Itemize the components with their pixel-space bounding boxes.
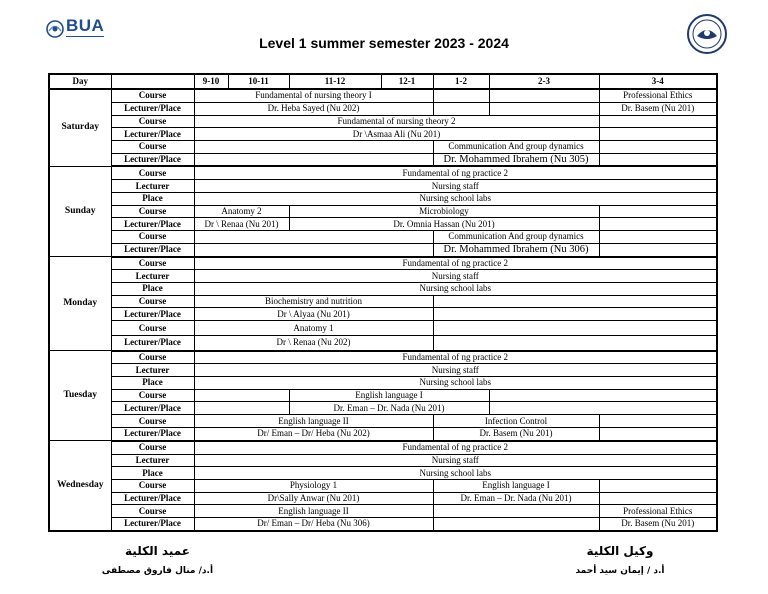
- row-label: Lecturer/Place: [111, 336, 194, 351]
- table-row: [49, 402, 717, 415]
- cell-lecturer: Nursing staff: [194, 270, 717, 283]
- row-label: Lecturer/Place: [111, 153, 194, 166]
- row-label: Lecturer/Place: [111, 427, 194, 440]
- day-sunday: Sunday: [49, 166, 111, 256]
- day-saturday: Saturday: [49, 89, 111, 166]
- cell-lecturer: Dr. Omnia Hassan (Nu 201): [289, 218, 599, 231]
- cell-empty: [489, 102, 599, 115]
- row-label: Course: [111, 257, 194, 270]
- row-label: Course: [111, 441, 194, 454]
- cell-empty: [599, 492, 717, 505]
- row-label: Lecturer/Place: [111, 402, 194, 415]
- table-row: [49, 441, 717, 454]
- row-label: Course: [111, 205, 194, 218]
- cell-empty: [433, 505, 599, 518]
- table-row: [49, 308, 717, 321]
- table-row: [49, 389, 717, 402]
- cell-course: Fundamental of ng practice 2: [194, 166, 717, 179]
- bua-logo-text: BUA: [66, 16, 105, 35]
- row-label: Lecturer: [111, 270, 194, 283]
- row-label: Place: [111, 377, 194, 390]
- cell-empty: [599, 218, 717, 231]
- row-label: Lecturer: [111, 180, 194, 193]
- header-slot: 3-4: [599, 74, 717, 89]
- cell-place: Nursing school labs: [194, 192, 717, 205]
- table-row: [49, 454, 717, 467]
- cell-course: Anatomy 2: [194, 205, 289, 218]
- table-row: [49, 295, 717, 308]
- cell-place: Nursing school labs: [194, 377, 717, 390]
- cell-empty: [433, 321, 717, 336]
- row-label: Lecturer/Place: [111, 102, 194, 115]
- row-label: Course: [111, 166, 194, 179]
- cell-empty: [433, 517, 599, 531]
- table-row: [49, 192, 717, 205]
- cell-lecturer: Dr. Eman – Dr. Nada (Nu 201): [433, 492, 599, 505]
- table-row: [49, 321, 717, 336]
- cell-course: Professional Ethics: [599, 505, 717, 518]
- cell-lecturer: Dr. Mohammed Ibrahem (Nu 305): [433, 153, 599, 166]
- cell-course: Fundamental of nursing theory 2: [194, 115, 599, 128]
- table-row: [49, 270, 717, 283]
- cell-lecturer: Dr/ Eman – Dr/ Heba (Nu 202): [194, 427, 433, 440]
- header-slot: 12-1: [381, 74, 433, 89]
- cell-empty: [194, 230, 433, 243]
- row-label: Lecturer/Place: [111, 243, 194, 256]
- cell-lecturer: Dr \ Renaa (Nu 202): [194, 336, 433, 351]
- table-row: [49, 89, 717, 102]
- cell-lecturer: Dr. Mohammed Ibrahem (Nu 306): [433, 243, 599, 256]
- cell-lecturer: Dr. Basem (Nu 201): [599, 517, 717, 531]
- vice-dean-title: وكيل الكلية: [586, 544, 654, 558]
- cell-place: Nursing school labs: [194, 283, 717, 296]
- header-slot: 9-10: [194, 74, 228, 89]
- cell-empty: [599, 415, 717, 428]
- cell-empty: [433, 295, 717, 308]
- cell-course: Communication And group dynamics: [433, 230, 599, 243]
- schedule-table: [48, 73, 718, 532]
- header-slot: 10-11: [228, 74, 289, 89]
- table-row: [49, 205, 717, 218]
- dean-title: عميد الكلية: [125, 544, 190, 558]
- cell-empty: [599, 115, 717, 128]
- row-label: Course: [111, 479, 194, 492]
- cell-empty: [599, 140, 717, 153]
- cell-empty: [599, 243, 717, 256]
- row-label: Course: [111, 351, 194, 364]
- cell-lecturer: Dr. Heba Sayed (Nu 202): [194, 102, 433, 115]
- dean-signature: [100, 544, 215, 576]
- table-row: [49, 351, 717, 364]
- table-row: [49, 517, 717, 531]
- table-row: [49, 377, 717, 390]
- cell-lecturer: Nursing staff: [194, 364, 717, 377]
- table-row: [49, 128, 717, 141]
- table-row: [49, 166, 717, 179]
- row-label: Place: [111, 283, 194, 296]
- cell-course: Biochemistry and nutrition: [194, 295, 433, 308]
- header-type: [111, 74, 194, 89]
- row-label: Course: [111, 89, 194, 102]
- cell-course: English language I: [433, 479, 599, 492]
- cell-empty: [489, 402, 717, 415]
- header-slot: 2-3: [489, 74, 599, 89]
- cell-course: English language II: [194, 505, 433, 518]
- cell-course: Fundamental of nursing theory I: [194, 89, 433, 102]
- cell-course: English language I: [289, 389, 489, 402]
- vice-dean-signature: [568, 544, 672, 576]
- row-label: Lecturer: [111, 364, 194, 377]
- table-row: [49, 505, 717, 518]
- cell-empty: [599, 205, 717, 218]
- cell-empty: [194, 153, 433, 166]
- cell-empty: [489, 89, 599, 102]
- cell-empty: [433, 89, 489, 102]
- cell-lecturer: Dr. Basem (Nu 201): [433, 427, 599, 440]
- cell-empty: [433, 308, 717, 321]
- row-label: Lecturer/Place: [111, 218, 194, 231]
- table-row: [49, 283, 717, 296]
- header-slot: 11-12: [289, 74, 381, 89]
- day-tuesday: Tuesday: [49, 351, 111, 441]
- table-row: [49, 243, 717, 256]
- row-label: Lecturer/Place: [111, 517, 194, 531]
- row-label: Course: [111, 140, 194, 153]
- cell-empty: [194, 140, 433, 153]
- cell-course: Infection Control: [433, 415, 599, 428]
- row-label: Lecturer/Place: [111, 492, 194, 505]
- table-row: [49, 364, 717, 377]
- cell-lecturer: Nursing staff: [194, 180, 717, 193]
- cell-empty: [194, 402, 289, 415]
- row-label: Lecturer: [111, 454, 194, 467]
- cell-lecturer: Dr \ Alyaa (Nu 201): [194, 308, 433, 321]
- cell-empty: [599, 427, 717, 440]
- cell-lecturer: Dr. Eman – Dr. Nada (Nu 201): [289, 402, 489, 415]
- row-label: Place: [111, 192, 194, 205]
- row-label: Course: [111, 321, 194, 336]
- row-label: Place: [111, 467, 194, 480]
- table-row: [49, 467, 717, 480]
- cell-course: Fundamental of ng practice 2: [194, 351, 717, 364]
- cell-empty: [433, 336, 717, 351]
- dean-name: أ.د/ منال فاروق مصطفى: [101, 566, 214, 576]
- cell-empty: [433, 102, 489, 115]
- table-row: [49, 479, 717, 492]
- cell-course: Fundamental of ng practice 2: [194, 441, 717, 454]
- cell-course: Fundamental of ng practice 2: [194, 257, 717, 270]
- vice-dean-name: أ.د / إيمان سيد أحمد: [575, 566, 665, 576]
- header-row: [49, 74, 717, 89]
- row-label: Lecturer/Place: [111, 128, 194, 141]
- table-row: [49, 257, 717, 270]
- cell-empty: [194, 243, 433, 256]
- cell-lecturer: Dr \Asmaa Ali (Nu 201): [194, 128, 599, 141]
- table-row: [49, 180, 717, 193]
- cell-place: Nursing school labs: [194, 467, 717, 480]
- table-row: [49, 140, 717, 153]
- table-row: [49, 415, 717, 428]
- cell-empty: [489, 389, 717, 402]
- cell-course: Physiology 1: [194, 479, 433, 492]
- cell-course: Anatomy 1: [194, 321, 433, 336]
- page-title: Level 1 summer semester 2023 - 2024: [259, 35, 509, 51]
- table-row: [49, 153, 717, 166]
- cell-course: English language II: [194, 415, 433, 428]
- header-slot: 1-2: [433, 74, 489, 89]
- table-row: [49, 230, 717, 243]
- row-label: Lecturer/Place: [111, 308, 194, 321]
- row-label: Course: [111, 115, 194, 128]
- cell-lecturer: Dr\Sally Anwar (Nu 201): [194, 492, 433, 505]
- table-row: [49, 115, 717, 128]
- cell-lecturer: Nursing staff: [194, 454, 717, 467]
- cell-empty: [599, 128, 717, 141]
- cell-empty: [599, 230, 717, 243]
- cell-lecturer: Dr. Basem (Nu 201): [599, 102, 717, 115]
- row-label: Course: [111, 230, 194, 243]
- cell-course: Microbiology: [289, 205, 599, 218]
- cell-lecturer: Dr \ Renaa (Nu 201): [194, 218, 289, 231]
- row-label: Course: [111, 295, 194, 308]
- table-row: [49, 218, 717, 231]
- day-wednesday: Wednesday: [49, 441, 111, 531]
- header-day: Day: [49, 74, 111, 89]
- table-row: [49, 492, 717, 505]
- table-row: [49, 336, 717, 351]
- table-row: [49, 427, 717, 440]
- cell-empty: [599, 479, 717, 492]
- cell-empty: [599, 153, 717, 166]
- cell-lecturer: Dr/ Eman – Dr/ Heba (Nu 306): [194, 517, 433, 531]
- day-monday: Monday: [49, 257, 111, 351]
- cell-course: Professional Ethics: [599, 89, 717, 102]
- cell-course: Communication And group dynamics: [433, 140, 599, 153]
- table-row: [49, 102, 717, 115]
- cell-empty: [194, 389, 289, 402]
- row-label: Course: [111, 505, 194, 518]
- row-label: Course: [111, 389, 194, 402]
- row-label: Course: [111, 415, 194, 428]
